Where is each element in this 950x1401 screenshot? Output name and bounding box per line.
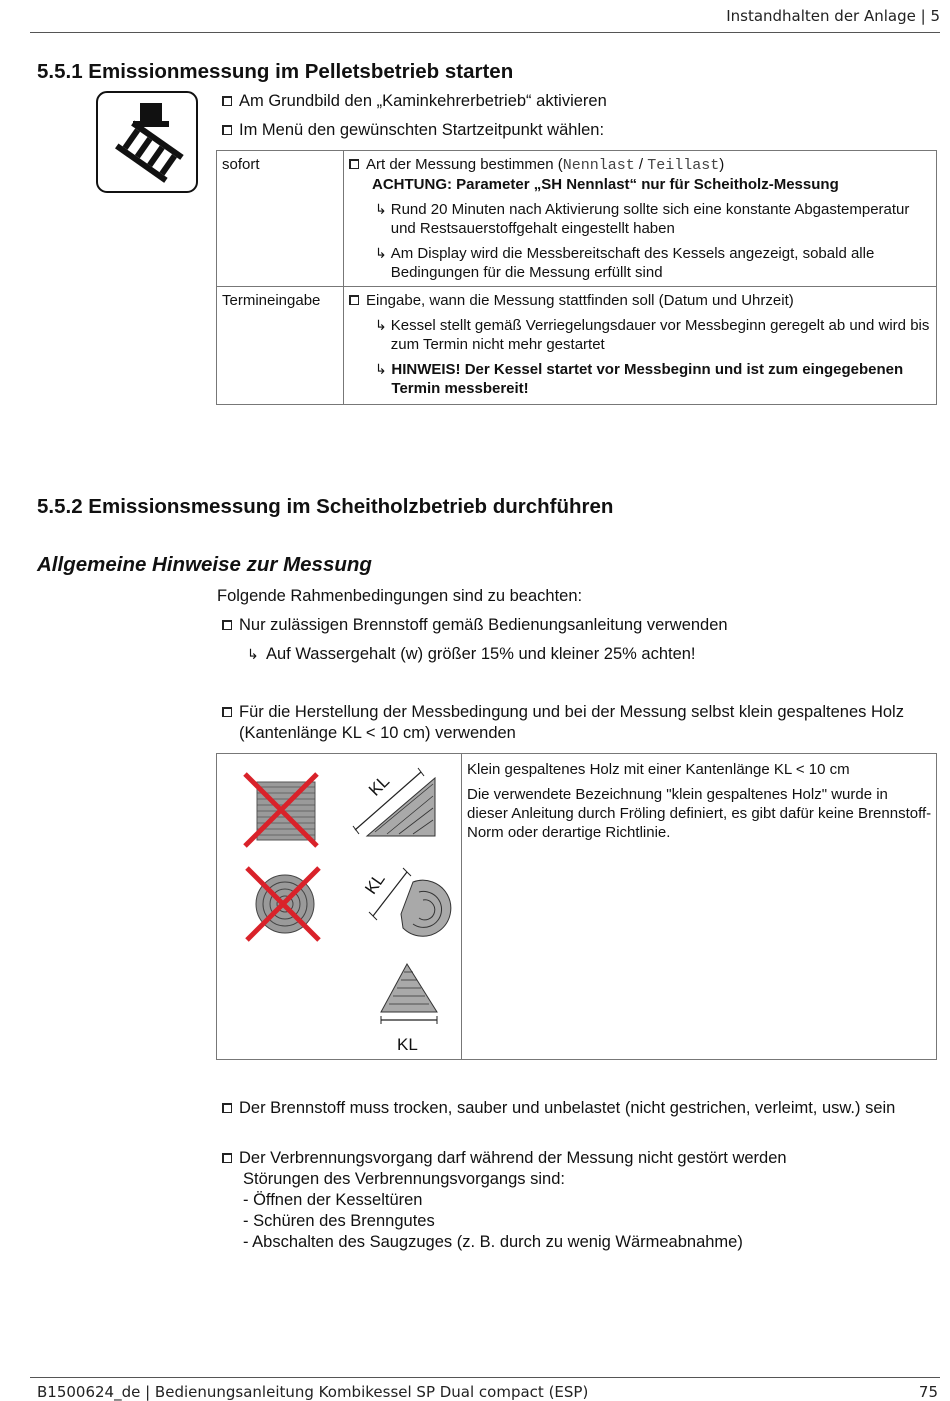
- description-line-2: Die verwendete Bezeichnung "klein gespaltenes Holz" wurde in dieser Anleitung durch Fröling definiert, es gibt dafür keine Brennstoff-Norm oder derartige Richtlinie.: [467, 786, 932, 841]
- result-arrow-icon: ↳: [375, 317, 387, 333]
- checkbox-icon: [222, 96, 232, 106]
- checkbox-icon: [222, 707, 232, 717]
- footer-rule: [30, 1377, 940, 1378]
- kl-label-bottom: KL: [397, 1035, 418, 1054]
- step-small-split-wood: Für die Herstellung der Messbedingung und bei der Messung selbst klein gespaltenes Holz (Kantenlänge KL < 10 cm) verwenden: [222, 702, 937, 744]
- option-label-termineingabe: Termineingabe: [217, 287, 344, 405]
- option-label-sofort: sofort: [217, 151, 344, 287]
- list-item: - Öffnen der Kesseltüren: [243, 1191, 423, 1209]
- kl-label-top: KL: [364, 771, 394, 800]
- subheading-general-notes: Allgemeine Hinweise zur Messung: [37, 553, 372, 576]
- table-row: [217, 151, 937, 287]
- instruction-enter-date: Eingabe, wann die Messung stattfinden soll (Datum und Uhrzeit): [349, 291, 931, 310]
- step-dry-clean-fuel: Der Brennstoff muss trocken, sauber und unbelastet (nicht gestrichen, verleimt, usw.) sein: [222, 1098, 937, 1119]
- result-arrow-icon: ↳: [375, 361, 387, 377]
- list-item: Störungen des Verbrennungsvorgangs sind:: [243, 1170, 565, 1188]
- instruction-measure-type: Art der Messung bestimmen (Nennlast / Teillast): [349, 155, 931, 175]
- option-details-sofort: [344, 151, 937, 287]
- split-wedge-icon: [353, 768, 435, 836]
- wood-size-table: [216, 753, 937, 1060]
- step-activate-sweep-mode: Am Grundbild den „Kaminkehrerbetrieb“ aktivieren: [222, 91, 607, 112]
- checkbox-icon: [222, 1153, 232, 1163]
- large-round-log-crossed-icon: [247, 868, 319, 940]
- wood-size-description: [467, 760, 932, 842]
- result-arrow-icon: ↳: [375, 245, 387, 261]
- option-nennlast: Nennlast: [562, 157, 635, 174]
- checkbox-icon: [349, 295, 359, 305]
- section-heading-5-5-1: 5.5.1 Emissionmessung im Pelletsbetrieb starten: [37, 60, 514, 83]
- result-item: ↳ Rund 20 Minuten nach Aktivierung sollte sich eine konstante Abgastemperatur und Restsauerstoffgehalt eingestellt haben: [375, 201, 910, 237]
- checkbox-icon: [222, 125, 232, 135]
- checkbox-icon: [349, 159, 359, 169]
- checkbox-icon: [222, 1103, 232, 1113]
- footer-document-title: B1500624_de | Bedienungsanleitung Kombikessel SP Dual compact (ESP): [37, 1383, 589, 1401]
- result-arrow-icon: ↳: [375, 201, 387, 217]
- step-choose-start-time: Im Menü den gewünschten Startzeitpunkt wählen:: [222, 120, 604, 141]
- table-divider: [461, 754, 462, 1059]
- step-combustion-undisturbed: Der Verbrennungsvorgang darf während der Messung nicht gestört werden Störungen des Verbrennungsvorgangs sind: - Öffnen der Kesseltüren - Schüren des Brenngutes - Abschalten des Saugzuges (z. B. durch zu wenig Wärmeabnahme): [222, 1148, 937, 1253]
- kl-label-middle: KL: [361, 869, 389, 898]
- list-item: - Schüren des Brenngutes: [243, 1212, 435, 1230]
- checkbox-icon: [222, 620, 232, 630]
- step-permitted-fuel: Nur zulässigen Brennstoff gemäß Bedienungsanleitung verwenden: [222, 615, 728, 636]
- page-number: 75: [918, 1383, 938, 1401]
- wood-pieces-illustration: [217, 754, 461, 1059]
- warning-text: ACHTUNG: Parameter „SH Nennlast“ nur für Scheitholz-Messung: [372, 176, 839, 193]
- option-teillast: Teillast: [647, 157, 720, 174]
- result-item-note: ↳ HINWEIS! Der Kessel startet vor Messbeginn und ist zum eingegebenen Termin messbereit!: [375, 361, 904, 397]
- intro-text: Folgende Rahmenbedingungen sind zu beachten:: [217, 587, 583, 605]
- triangle-wedge-icon: [381, 964, 437, 1024]
- option-details-termineingabe: [344, 287, 937, 405]
- section-heading-5-5-2: 5.5.2 Emissionsmessung im Scheitholzbetrieb durchführen: [37, 495, 614, 518]
- start-time-options-table: [216, 150, 937, 405]
- result-item: ↳ Kessel stellt gemäß Verriegelungsdauer vor Messbeginn geregelt ab und wird bis zum Termin nicht mehr gestartet: [375, 317, 930, 353]
- table-row: [217, 287, 937, 405]
- result-item: ↳ Am Display wird die Messbereitschaft des Kessels angezeigt, sobald alle Bedingungen für die Messung erfüllt sind: [375, 245, 875, 281]
- list-item: - Abschalten des Saugzuges (z. B. durch zu wenig Wärmeabnahme): [243, 1233, 743, 1251]
- description-line-1: Klein gespaltenes Holz mit einer Kantenlänge KL < 10 cm: [467, 761, 850, 778]
- chimney-sweep-icon: [96, 91, 198, 193]
- result-water-content: ↳ Auf Wassergehalt (w) größer 15% und kleiner 25% achten!: [247, 645, 696, 663]
- header-rule: [30, 32, 940, 33]
- disturbances-list: [222, 1169, 937, 1253]
- large-square-log-crossed-icon: [245, 774, 317, 846]
- result-arrow-icon: ↳: [247, 646, 259, 662]
- running-header: Instandhalten der Anlage | 5: [726, 7, 940, 25]
